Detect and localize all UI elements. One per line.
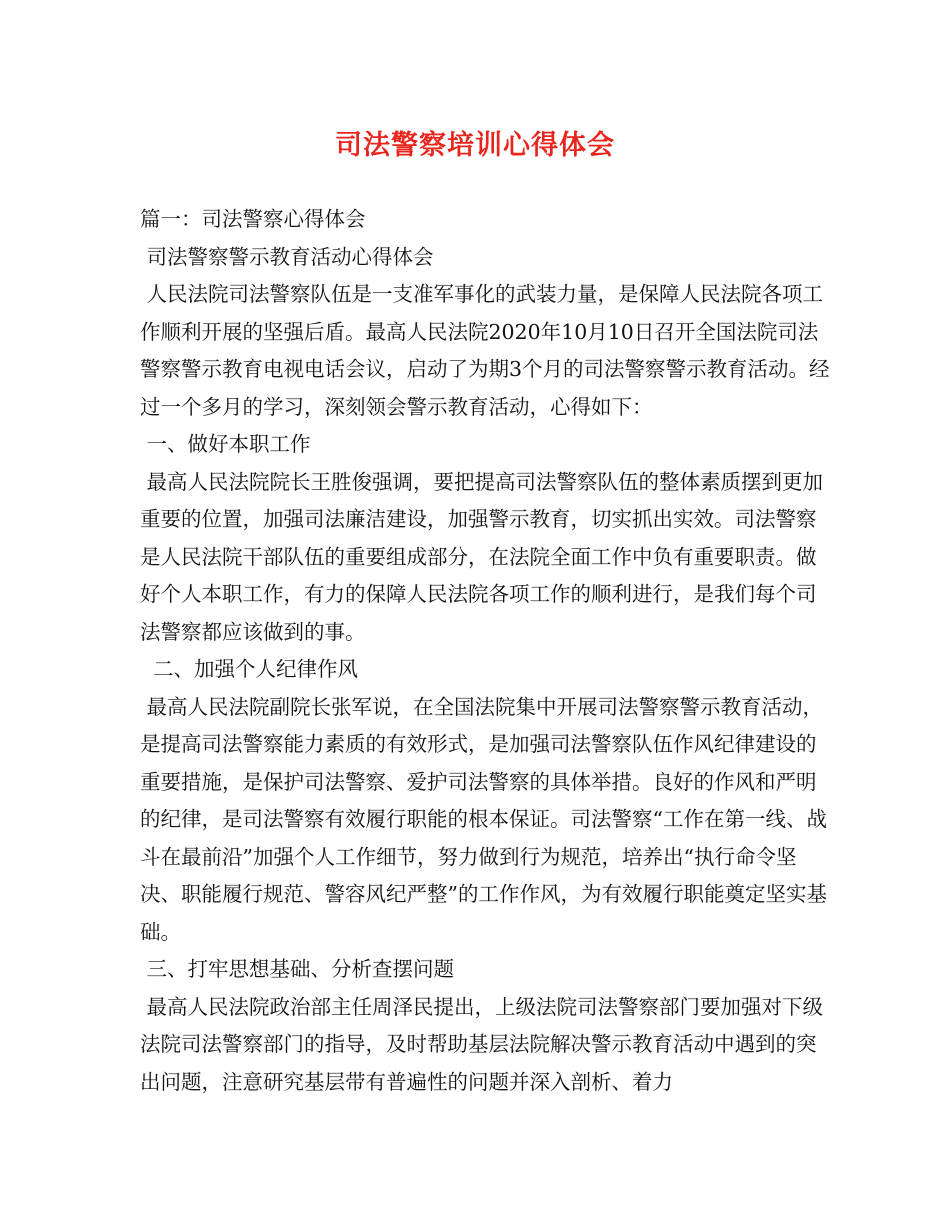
paragraph-body-2: 最高人民法院副院长张军说，在全国法院集中开展司法警察警示教育活动，是提高司法警察能力素质的有效形式，是加强司法警察队伍作风纪律建设的重要措施，是保护司法警察、爱护司法警察的具体举措。良好的作风和严明的纪律，是司法警察有效履行职能的根本保证。司法警察“工作在第一线、战斗在最前沿”加强个人工作细节，努力做到行为规范，培养出“执行命令坚决、职能履行规范、警容风纪严整”的工作作风，为有效履行职能奠定坚实基础。 xyxy=(140,694,827,944)
paragraph-heading-2: 二、加强个人纪律作风 xyxy=(140,657,359,681)
paragraph-section-heading: 篇一：司法警察心得体会 xyxy=(140,207,366,231)
paragraph-subtitle: 司法警察警示教育活动心得体会 xyxy=(140,244,434,269)
document-title: 司法警察培训心得体会 xyxy=(335,130,615,161)
paragraph-body-1: 最高人民法院院长王胜俊强调，要把提高司法警察队伍的整体素质摆到更加重要的位置，加强司法廉洁建设，加强警示教育，切实抓出实效。司法警察是人民法院干部队伍的重要组成部分，在法院全面工作中负有重要职责。做好个人本职工作，有力的保障人民法院各项工作的顺利进行，是我们每个司法警察都应该做到的事。 xyxy=(140,469,824,644)
paragraph-body-3: 最高人民法院政治部主任周泽民提出，上级法院司法警察部门要加强对下级法院司法警察部门的指导，及时帮助基层法院解决警示教育活动中遇到的突出问题，注意研究基层带有普遍性的问题并深入剖析、着力 xyxy=(140,994,824,1094)
paragraph-intro: 人民法院司法警察队伍是一支准军事化的武装力量，是保障人民法院各项工作顺利开展的坚强后盾。最高人民法院2020年10月10日召开全国法院司法警察警示教育电视电话会议，启动了为期3个月的司法警察警示教育活动。经过一个多月的学习，深刻领会警示教育活动，心得如下： xyxy=(140,282,830,419)
paragraph-heading-3: 三、打牢思想基础、分析查摆问题 xyxy=(140,957,455,981)
paragraph-heading-1: 一、做好本职工作 xyxy=(140,432,311,456)
document-body xyxy=(140,201,830,1101)
